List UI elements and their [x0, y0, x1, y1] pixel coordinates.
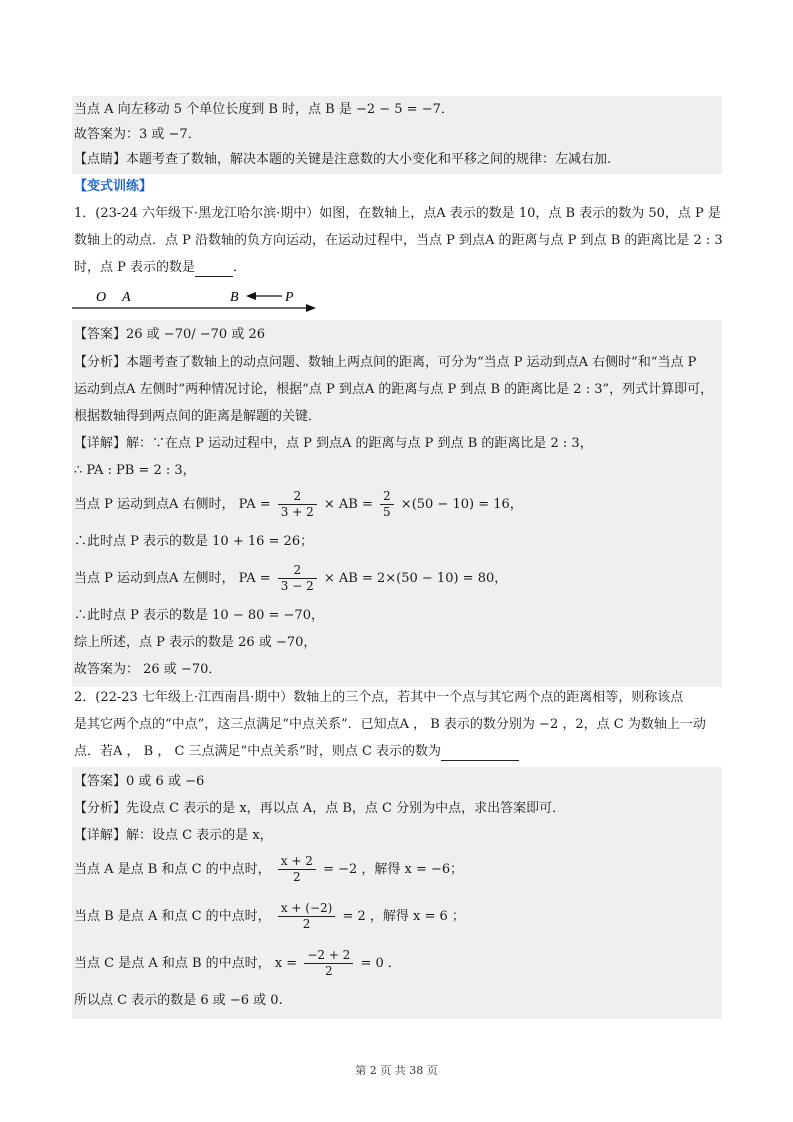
section-title: 【变式训练】	[74, 179, 153, 194]
a2-final: 所以点 C 表示的数是 6 或 −6 或 0.	[74, 993, 283, 1008]
a1-analysis-1: 【分析】本题考查了数轴上的动点问题、数轴上两点间的距离，可分为“当点 P 运动到点A 右侧时”和“当点 P	[74, 355, 697, 370]
a1-final: 故答案为： 26 或 −70．	[74, 662, 222, 677]
q1-line-3-text: 时，点 P 表示的数是	[74, 260, 196, 275]
page-footer: 第 2 页 共 38 页	[355, 1064, 438, 1077]
q2-line-3-text: 点．若A ， B ， C 三点满足“中点关系”时，则点 C 表示的数为	[74, 744, 442, 759]
case1-fraction-1: $\frac{2}{3 + 2}$	[278, 489, 317, 520]
a1-analysis-2: 运动到点A 左侧时”两种情况讨论，根据“点 P 到点A 的距离与点 P 到点 B 的距离比是 2 : 3”，列式计算即可，	[74, 382, 714, 397]
number-line-figure	[72, 284, 322, 318]
q1-answer-blank	[195, 262, 233, 277]
case1-suffix: ×(50 − 10) = 16，	[400, 497, 523, 512]
a1-case1	[74, 486, 523, 524]
a1-case2	[74, 560, 507, 598]
a2-analysis: 【分析】先设点 C 表示的是 x，再以点 A，点 B，点 C 分别为中点，求出答案即可．	[74, 801, 566, 816]
q1-line-3	[74, 259, 246, 277]
a2-case-b	[74, 898, 465, 936]
a2-answer: 【答案】0 或 6 或 −6	[74, 774, 205, 789]
label-b: B	[230, 290, 239, 305]
label-a: A	[122, 290, 131, 305]
a1-analysis-3: 根据数轴得到两点间的距离是解题的关键．	[74, 409, 322, 424]
case1-mid: × AB =	[323, 497, 373, 512]
a1-case2-result: ∴此时点 P 表示的数是 10 − 80 = −70，	[74, 608, 324, 623]
top-line-3: 【点睛】本题考查了数轴，解决本题的关键是注意数的大小变化和平移之间的规律：左减右加.	[74, 152, 612, 167]
q2-line-2: 是其它两个点的“中点”，这三点满足“中点关系”．已知点A ， B 表示的数分别为 −2 ，2，点 C 为数轴上一动	[74, 717, 706, 732]
a2-case-b-prefix: 当点 B 是点 A 和点 C 的中点时，	[74, 909, 271, 924]
a2-case-c-prefix: 当点 C 是点 A 和点 B 的中点时， x =	[74, 956, 298, 971]
a2-case-c	[74, 945, 401, 983]
a2-case-a-prefix: 当点 A 是点 B 和点 C 的中点时，	[74, 862, 271, 877]
a1-summary: 综上所述，点 P 表示的数是 26 或 −70，	[74, 635, 317, 650]
label-o: O	[96, 290, 107, 305]
a1-detail-1: 【详解】解：∵在点 P 运动过程中，点 P 到点A 的距离与点 P 到点 B 的距离比是 2 : 3，	[74, 436, 593, 451]
a2-case-a-suffix: = −2 ，解得 x = −6；	[323, 862, 464, 877]
label-p: P	[285, 290, 294, 305]
case1-fraction-2: $\frac{2}{5}$	[380, 489, 394, 520]
a2-case-b-fraction: $\frac{x + (-2)}{2}$	[278, 901, 336, 932]
case2-fraction: $\frac{2}{3 - 2}$	[278, 563, 317, 594]
top-line-1: 当点 A 向左移动 5 个单位长度到 B 时，点 B 是 −2 − 5 = −7．	[74, 102, 454, 117]
axis-arrow-icon	[306, 304, 316, 312]
q2-answer-blank	[441, 746, 519, 761]
a2-case-c-fraction: $\frac{-2 + 2}{2}$	[304, 948, 353, 979]
a2-case-a	[74, 851, 463, 889]
top-line-2: 故答案为：3 或 −7．	[74, 127, 201, 142]
q1-line-1: 1．(23-24 六年级下·黑龙江哈尔滨·期中）如图，在数轴上，点A 表示的数是 10，点 B 表示的数为 50，点 P 是	[74, 206, 721, 221]
q1-line-2: 数轴上的动点．点 P 沿数轴的负方向运动，在运动过程中，当点 P 到点A 的距离与点 P 到点 B 的距离比是 2 : 3	[74, 233, 723, 248]
case1-prefix: 当点 P 运动到点A 右侧时， PA =	[74, 497, 271, 512]
a2-detail: 【详解】解：设点 C 表示的是 x，	[74, 828, 273, 843]
q2-line-3	[74, 743, 519, 761]
left-arrow-icon	[246, 292, 256, 300]
case2-suffix: × AB = 2×(50 − 10) = 80，	[323, 571, 508, 586]
a2-case-b-suffix: = 2 ，解得 x = 6 ；	[342, 909, 465, 924]
a1-answer: 【答案】26 或 −70/ −70 或 26	[74, 327, 265, 342]
a2-case-a-fraction: $\frac{x + 2}{2}$	[278, 854, 316, 885]
q1-line-3-end: ．	[233, 260, 247, 275]
case2-prefix: 当点 P 运动到点A 左侧时， PA =	[74, 571, 271, 586]
a2-case-c-suffix: = 0 ．	[360, 956, 401, 971]
a1-case1-result: ∴此时点 P 表示的数是 10 + 16 = 26；	[74, 534, 314, 549]
q2-line-1: 2．(22-23 七年级上·江西南昌·期中）数轴上的三个点，若其中一个点与其它两个点的距离相等，则称该点	[74, 690, 684, 705]
a1-detail-2: ∴ PA : PB = 2 : 3，	[74, 463, 196, 478]
